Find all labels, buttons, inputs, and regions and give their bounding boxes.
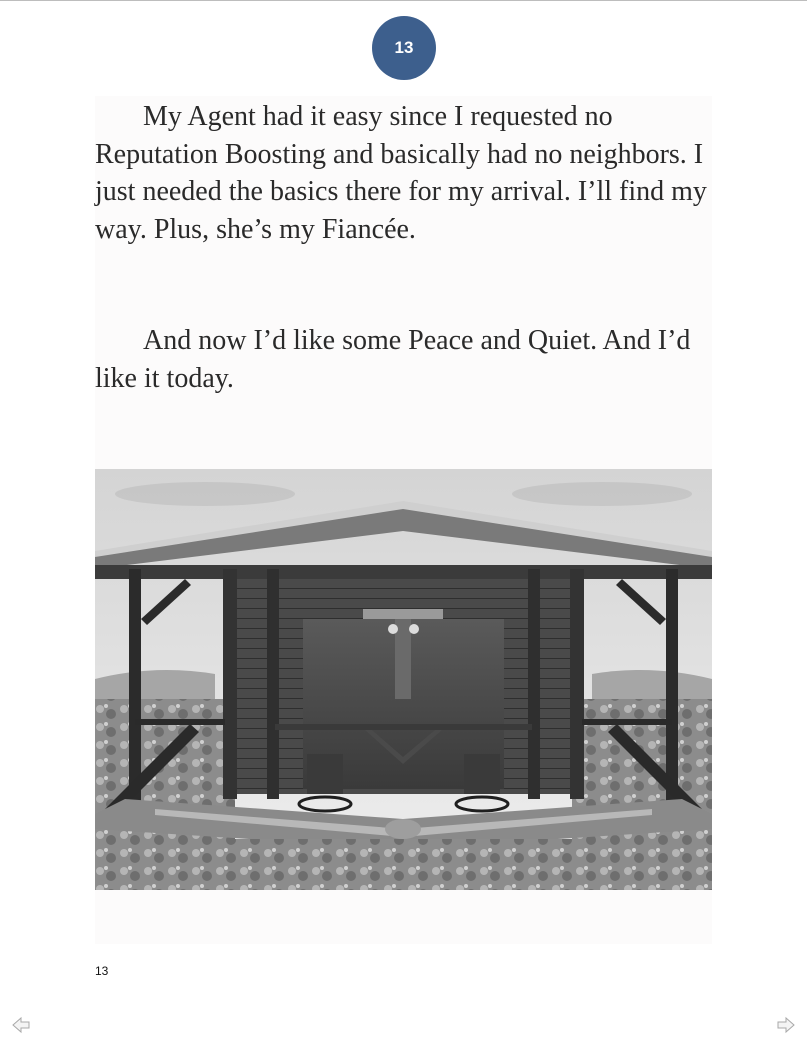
paragraph-2: And now I’d like some Peace and Quiet. And I’d like it today. <box>95 325 691 394</box>
arrow-right-icon[interactable] <box>776 1015 796 1035</box>
porch-photo <box>95 469 712 890</box>
top-divider <box>0 0 807 1</box>
paragraph-1: My Agent had it easy since I requested no Reputation Boosting and basically had no neighbors. I just needed the basics there for my arrival. I’ll find my way. Plus, she’s my Fiancée. <box>95 101 707 245</box>
arrow-left-icon[interactable] <box>11 1015 31 1035</box>
page-number-badge-label: 13 <box>394 38 414 57</box>
footer-page-number: 13 <box>95 964 109 978</box>
page-number-badge <box>372 16 436 80</box>
